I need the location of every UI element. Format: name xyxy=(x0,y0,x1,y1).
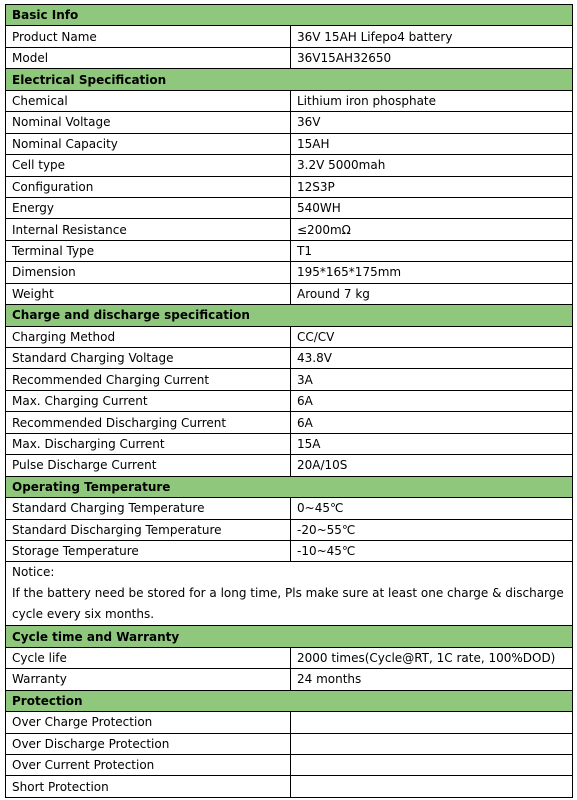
table-row xyxy=(6,90,573,111)
section-header-operating-temperature xyxy=(6,476,573,497)
table-row xyxy=(6,519,573,540)
table-row xyxy=(6,283,573,304)
section-title: Electrical Specification xyxy=(6,69,573,90)
section-header-electrical-specification xyxy=(6,69,573,90)
table-row xyxy=(6,155,573,176)
spec-value: 12S3P xyxy=(291,176,573,197)
table-row xyxy=(6,712,573,733)
notice-heading: Notice: xyxy=(12,565,55,580)
table-row xyxy=(6,197,573,218)
spec-value: 36V15AH32650 xyxy=(291,47,573,68)
spec-value: -20~55℃ xyxy=(291,519,573,540)
table-row xyxy=(6,647,573,668)
spec-value: 0~45℃ xyxy=(291,498,573,519)
table-row xyxy=(6,47,573,68)
spec-value xyxy=(291,733,573,754)
table-row xyxy=(6,219,573,240)
spec-value xyxy=(291,712,573,733)
spec-value: 43.8V xyxy=(291,348,573,369)
spec-value: 6A xyxy=(291,412,573,433)
spec-value: 36V 15AH Lifepo4 battery xyxy=(291,26,573,47)
section-title: Operating Temperature xyxy=(6,476,573,497)
spec-label: Standard Charging Temperature xyxy=(6,498,291,519)
spec-value: -10~45℃ xyxy=(291,540,573,561)
spec-label: Over Current Protection xyxy=(6,755,291,776)
spec-label: Standard Charging Voltage xyxy=(6,348,291,369)
table-row xyxy=(6,133,573,154)
spec-label: Over Discharge Protection xyxy=(6,733,291,754)
spec-value xyxy=(291,776,573,797)
spec-label: Dimension xyxy=(6,262,291,283)
section-title: Cycle time and Warranty xyxy=(6,626,573,647)
table-row xyxy=(6,240,573,261)
section-title: Basic Info xyxy=(6,5,573,26)
section-title: Charge and discharge specification xyxy=(6,305,573,326)
spec-label: Configuration xyxy=(6,176,291,197)
spec-label: Max. Discharging Current xyxy=(6,433,291,454)
spec-value xyxy=(291,755,573,776)
spec-label: Energy xyxy=(6,197,291,218)
spec-value: 195*165*175mm xyxy=(291,262,573,283)
spec-label: Storage Temperature xyxy=(6,540,291,561)
notice-row xyxy=(6,562,573,626)
table-row xyxy=(6,348,573,369)
spec-value: 15AH xyxy=(291,133,573,154)
spec-label: Chemical xyxy=(6,90,291,111)
spec-label: Terminal Type xyxy=(6,240,291,261)
section-header-charge-and-discharge-specification xyxy=(6,305,573,326)
table-row xyxy=(6,326,573,347)
table-row xyxy=(6,112,573,133)
spec-label: Cell type xyxy=(6,155,291,176)
table-row xyxy=(6,776,573,797)
spec-label: Nominal Voltage xyxy=(6,112,291,133)
spec-value: 15A xyxy=(291,433,573,454)
section-header-basic-info xyxy=(6,5,573,26)
table-row xyxy=(6,755,573,776)
notice-cell xyxy=(6,562,573,626)
spec-value: 36V xyxy=(291,112,573,133)
spec-value: 6A xyxy=(291,390,573,411)
battery-spec-table xyxy=(5,4,573,798)
spec-label: Pulse Discharge Current xyxy=(6,455,291,476)
spec-value: Around 7 kg xyxy=(291,283,573,304)
table-row xyxy=(6,26,573,47)
table-row xyxy=(6,176,573,197)
table-row xyxy=(6,733,573,754)
spec-label: Over Charge Protection xyxy=(6,712,291,733)
spec-value: ≤200mΩ xyxy=(291,219,573,240)
spec-label: Product Name xyxy=(6,26,291,47)
spec-label: Recommended Discharging Current xyxy=(6,412,291,433)
spec-value: 3A xyxy=(291,369,573,390)
table-row xyxy=(6,455,573,476)
spec-value: 3.2V 5000mah xyxy=(291,155,573,176)
table-row xyxy=(6,498,573,519)
table-row xyxy=(6,262,573,283)
section-title: Protection xyxy=(6,690,573,711)
spec-label: Internal Resistance xyxy=(6,219,291,240)
spec-label: Model xyxy=(6,47,291,68)
table-row xyxy=(6,433,573,454)
spec-label: Weight xyxy=(6,283,291,304)
table-row xyxy=(6,390,573,411)
spec-value: 2000 times(Cycle@RT, 1C rate, 100%DOD) xyxy=(291,647,573,668)
section-header-protection xyxy=(6,690,573,711)
spec-label: Charging Method xyxy=(6,326,291,347)
table-row xyxy=(6,369,573,390)
spec-value: CC/CV xyxy=(291,326,573,347)
table-row xyxy=(6,669,573,690)
spec-label: Standard Discharging Temperature xyxy=(6,519,291,540)
notice-text: If the battery need be stored for a long time, Pls make sure at least one charge & discharge cycle every six months. xyxy=(12,586,564,622)
spec-label: Recommended Charging Current xyxy=(6,369,291,390)
table-row xyxy=(6,540,573,561)
spec-label: Short Protection xyxy=(6,776,291,797)
spec-value: Lithium iron phosphate xyxy=(291,90,573,111)
table-row xyxy=(6,412,573,433)
spec-value: 20A/10S xyxy=(291,455,573,476)
spec-value: T1 xyxy=(291,240,573,261)
section-header-cycle-time-and-warranty xyxy=(6,626,573,647)
spec-value: 24 months xyxy=(291,669,573,690)
spec-value: 540WH xyxy=(291,197,573,218)
spec-table-body xyxy=(6,5,573,798)
spec-label: Nominal Capacity xyxy=(6,133,291,154)
spec-label: Max. Charging Current xyxy=(6,390,291,411)
spec-label: Cycle life xyxy=(6,647,291,668)
spec-label: Warranty xyxy=(6,669,291,690)
